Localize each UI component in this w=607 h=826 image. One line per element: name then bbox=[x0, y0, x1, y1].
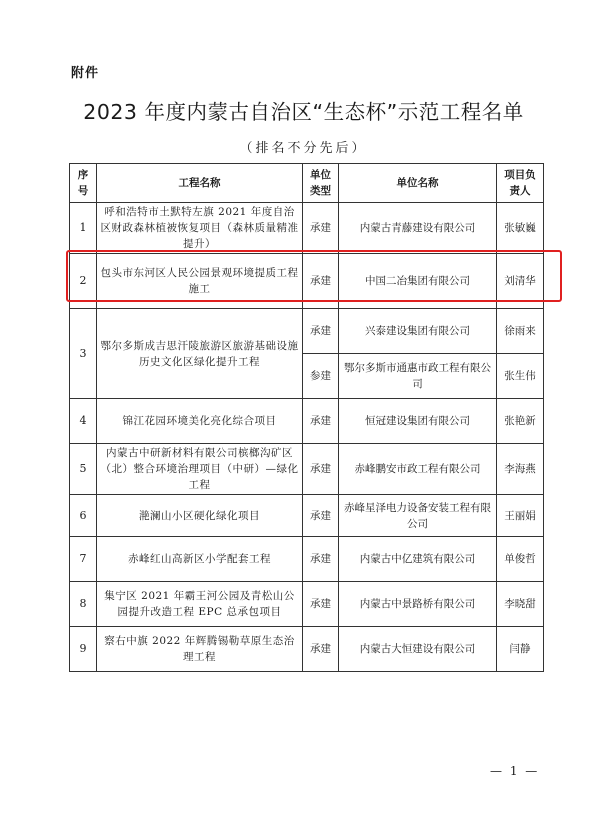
table-row bbox=[70, 582, 544, 627]
header-name: 工程名称 bbox=[97, 164, 303, 203]
row-lead: 王丽娟 bbox=[497, 495, 544, 537]
row-unit: 内蒙古青藤建设有限公司 bbox=[339, 203, 497, 254]
row-unit: 恒冠建设集团有限公司 bbox=[339, 399, 497, 444]
row-no: 2 bbox=[70, 254, 97, 309]
row-type: 承建 bbox=[303, 203, 339, 254]
row-type: 参建 bbox=[303, 354, 339, 399]
row-type: 承建 bbox=[303, 582, 339, 627]
row-lead: 李海燕 bbox=[497, 444, 544, 495]
row-project-name: 锦江花园环境美化亮化综合项目 bbox=[97, 399, 303, 444]
row-no: 1 bbox=[70, 203, 97, 254]
table-row bbox=[70, 399, 544, 444]
row-project-name: 集宁区 2021 年霸王河公园及青松山公园提升改造工程 EPC 总承包项目 bbox=[97, 582, 303, 627]
header-unit: 单位名称 bbox=[339, 164, 497, 203]
row-project-name: 包头市东河区人民公园景观环境提质工程施工 bbox=[97, 254, 303, 309]
row-project-name: 滟澜山小区硬化绿化项目 bbox=[97, 495, 303, 537]
table-row bbox=[70, 627, 544, 672]
row-lead: 徐雨来 bbox=[497, 309, 544, 354]
highlight-box bbox=[66, 250, 562, 302]
row-no: 3 bbox=[70, 309, 97, 399]
table-row bbox=[70, 309, 544, 354]
row-type: 承建 bbox=[303, 254, 339, 309]
row-type: 承建 bbox=[303, 444, 339, 495]
row-no: 8 bbox=[70, 582, 97, 627]
row-type: 承建 bbox=[303, 537, 339, 582]
row-unit: 赤峰鹏安市政工程有限公司 bbox=[339, 444, 497, 495]
row-project-name: 呼和浩特市土默特左旗 2021 年度自治区财政森林植被恢复项目（森林质量精准提升） bbox=[97, 203, 303, 254]
header-no: 序号 bbox=[70, 164, 97, 203]
row-no: 7 bbox=[70, 537, 97, 582]
row-unit: 内蒙古中亿建筑有限公司 bbox=[339, 537, 497, 582]
row-lead: 刘清华 bbox=[497, 254, 544, 309]
row-project-name: 鄂尔多斯成吉思汗陵旅游区旅游基础设施历史文化区绿化提升工程 bbox=[97, 309, 303, 399]
table-row bbox=[70, 444, 544, 495]
page-subtitle: （排名不分先后） bbox=[239, 141, 368, 156]
row-lead: 闫静 bbox=[497, 627, 544, 672]
row-project-name: 察右中旗 2022 年辉腾锡勒草原生态治理工程 bbox=[97, 627, 303, 672]
attachment-label: 附件 bbox=[71, 66, 100, 81]
row-lead: 张敏巍 bbox=[497, 203, 544, 254]
row-unit: 赤峰星泽电力设备安装工程有限公司 bbox=[339, 495, 497, 537]
header-lead: 项目负责人 bbox=[497, 164, 544, 203]
row-lead: 张艳新 bbox=[497, 399, 544, 444]
row-no: 5 bbox=[70, 444, 97, 495]
table-row bbox=[70, 203, 544, 254]
row-lead: 单俊哲 bbox=[497, 537, 544, 582]
row-type: 承建 bbox=[303, 309, 339, 354]
table-header-row bbox=[70, 164, 544, 203]
row-lead: 李晓甜 bbox=[497, 582, 544, 627]
table-row bbox=[70, 495, 544, 537]
row-type: 承建 bbox=[303, 399, 339, 444]
page-title: 2023 年度内蒙古自治区“生态杯”示范工程名单 bbox=[83, 100, 524, 124]
project-table bbox=[69, 163, 544, 672]
row-no: 6 bbox=[70, 495, 97, 537]
table-row bbox=[70, 537, 544, 582]
row-unit: 中国二冶集团有限公司 bbox=[339, 254, 497, 309]
row-lead: 张生伟 bbox=[497, 354, 544, 399]
row-unit: 内蒙古大恒建设有限公司 bbox=[339, 627, 497, 672]
page-number: — 1 — bbox=[490, 764, 540, 778]
row-no: 4 bbox=[70, 399, 97, 444]
row-type: 承建 bbox=[303, 627, 339, 672]
row-project-name: 赤峰红山高新区小学配套工程 bbox=[97, 537, 303, 582]
row-no: 9 bbox=[70, 627, 97, 672]
row-unit: 鄂尔多斯市通惠市政工程有限公司 bbox=[339, 354, 497, 399]
row-unit: 内蒙古中景路桥有限公司 bbox=[339, 582, 497, 627]
row-unit: 兴泰建设集团有限公司 bbox=[339, 309, 497, 354]
header-type: 单位类型 bbox=[303, 164, 339, 203]
row-type: 承建 bbox=[303, 495, 339, 537]
row-project-name: 内蒙古中研新材料有限公司槟榔沟矿区（北）整合环境治理项目（中研）—绿化工程 bbox=[97, 444, 303, 495]
